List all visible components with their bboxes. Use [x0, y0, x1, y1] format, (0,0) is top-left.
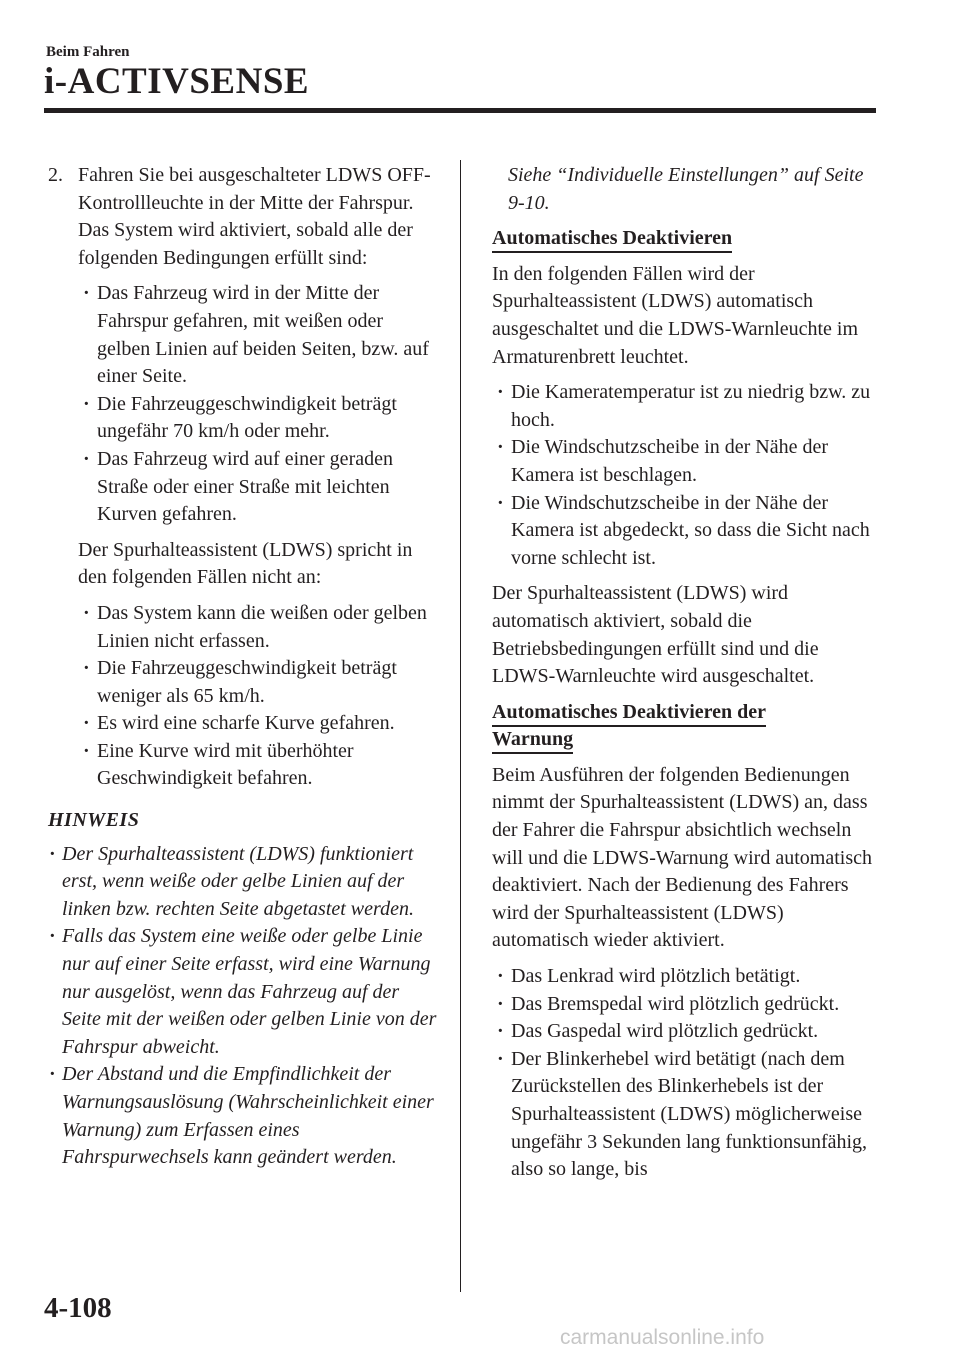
column-divider: [460, 160, 461, 1292]
step-details: [48, 280, 440, 793]
list-item: · Die Windschutzscheibe in der Nähe der Kamera ist abgedeckt, so dass die Sicht nach vorne schlecht ist.: [492, 490, 884, 573]
heading-text-line2: Warnung: [492, 728, 573, 754]
heading-automatic-deactivation: [492, 225, 884, 253]
list-item: · Die Kameratemperatur ist zu niedrig bzw. zu hoch.: [492, 379, 884, 434]
list-item: · Die Windschutzscheibe in der Nähe der Kamera ist beschlagen.: [492, 434, 884, 489]
warning-deactivation-intro: Beim Ausführen der folgenden Bedienungen nimmt der Spurhalteassistent (LDWS) an, dass der Fahrer die Fahrspur absichtlich wechseln will und die LDWS-Warnung wird automatisch deaktiviert. Nach der Bedienung des Fahrers wird der Spurhalteassistent (LDWS) automatisch wieder aktiviert.: [492, 763, 872, 952]
heading-warning-deactivation: [492, 699, 884, 754]
activation-conditions-list: [78, 280, 440, 528]
step-number: 2.: [48, 164, 63, 186]
step-text: Fahren Sie bei ausgeschalteter LDWS OFF-Kontrollleuchte in der Mitte der Fahrspur. Das System wird aktiviert, sobald alle der folgenden Bedingungen erfüllt sind:: [78, 164, 431, 269]
list-item: · Das Fahrzeug wird in der Mitte der Fahrspur gefahren, mit weißen oder gelben Linien auf beiden Seiten, bzw. auf einer Seite.: [78, 280, 440, 390]
settings-reference: Siehe “Individuelle Einstellungen” auf Seite 9-10.: [508, 164, 864, 214]
right-column: [492, 162, 884, 1192]
list-item: · Das System kann die weißen oder gelben Linien nicht erfassen.: [78, 600, 440, 655]
deactivation-list: [492, 379, 884, 572]
list-item: · Die Fahrzeuggeschwindigkeit beträgt weniger als 65 km/h.: [78, 655, 440, 710]
list-item: · Es wird eine scharfe Kurve gefahren.: [78, 710, 440, 738]
deactivation-intro: In den folgenden Fällen wird der Spurhalteassistent (LDWS) automatisch ausgeschaltet und die LDWS-Warnleuchte im Armaturenbrett leuchtet.: [492, 262, 859, 368]
numbered-step: [48, 162, 440, 272]
reactivation-text: Der Spurhalteassistent (LDWS) wird automatisch aktiviert, sobald die Betriebsbedingungen erfüllt sind und die LDWS-Warnleuchte wird ausgeschaltet.: [492, 582, 819, 688]
note-item: · Falls das System eine weiße oder gelbe Linie nur auf einer Seite erfasst, wird eine Warnung nur ausgelöst, wenn das Fahrzeug auf der Seite mit der weißen oder gelben Linie von der Fahrspur abweicht.: [48, 923, 440, 1061]
no-response-list: [78, 600, 440, 793]
list-item: · Das Bremspedal wird plötzlich gedrückt.: [492, 991, 884, 1019]
note-item: · Der Spurhalteassistent (LDWS) funktioniert erst, wenn weiße oder gelbe Linien auf der linken bzw. rechten Seite abgetastet werden.: [48, 841, 440, 924]
list-item: · Eine Kurve wird mit überhöhter Geschwindigkeit befahren.: [78, 738, 440, 793]
note-item: · Der Abstand und die Empfindlichkeit der Warnungsauslösung (Wahrscheinlichkeit einer Warnung) zum Erfassen eines Fahrspurwechsels kann geändert werden.: [48, 1061, 440, 1171]
note-title: HINWEIS: [48, 809, 140, 832]
list-item: · Der Blinkerhebel wird betätigt (nach dem Zurückstellen des Blinkerhebels ist der Spurhalteassistent (LDWS) möglicherweise ungefähr 3 Sekunden lang funktionsunfähig, also so lange, bis: [492, 1046, 884, 1184]
chapter-title: i-ACTIVSENSE: [44, 61, 310, 102]
list-item: · Die Fahrzeuggeschwindigkeit beträgt ungefähr 70 km/h oder mehr.: [78, 391, 440, 446]
section-label: Beim Fahren: [46, 44, 130, 60]
no-response-intro: Der Spurhalteassistent (LDWS) spricht in den folgenden Fällen nicht an:: [78, 538, 413, 589]
list-item: · Das Lenkrad wird plötzlich betätigt.: [492, 963, 884, 991]
page-number: 4-108: [44, 1292, 112, 1324]
list-item: · Das Gaspedal wird plötzlich gedrückt.: [492, 1018, 884, 1046]
left-column: [48, 162, 440, 1172]
list-item: · Das Fahrzeug wird auf einer geraden Straße oder einer Straße mit leichten Kurven gefahren.: [78, 446, 440, 529]
header-rule: [44, 108, 876, 113]
heading-text: Automatisches Deaktivieren: [492, 227, 732, 253]
operations-list: [492, 963, 884, 1184]
note-list: [48, 841, 440, 1172]
heading-text-line1: Automatisches Deaktivieren der: [492, 701, 766, 727]
watermark: carmanualsonline.info: [560, 1326, 765, 1349]
